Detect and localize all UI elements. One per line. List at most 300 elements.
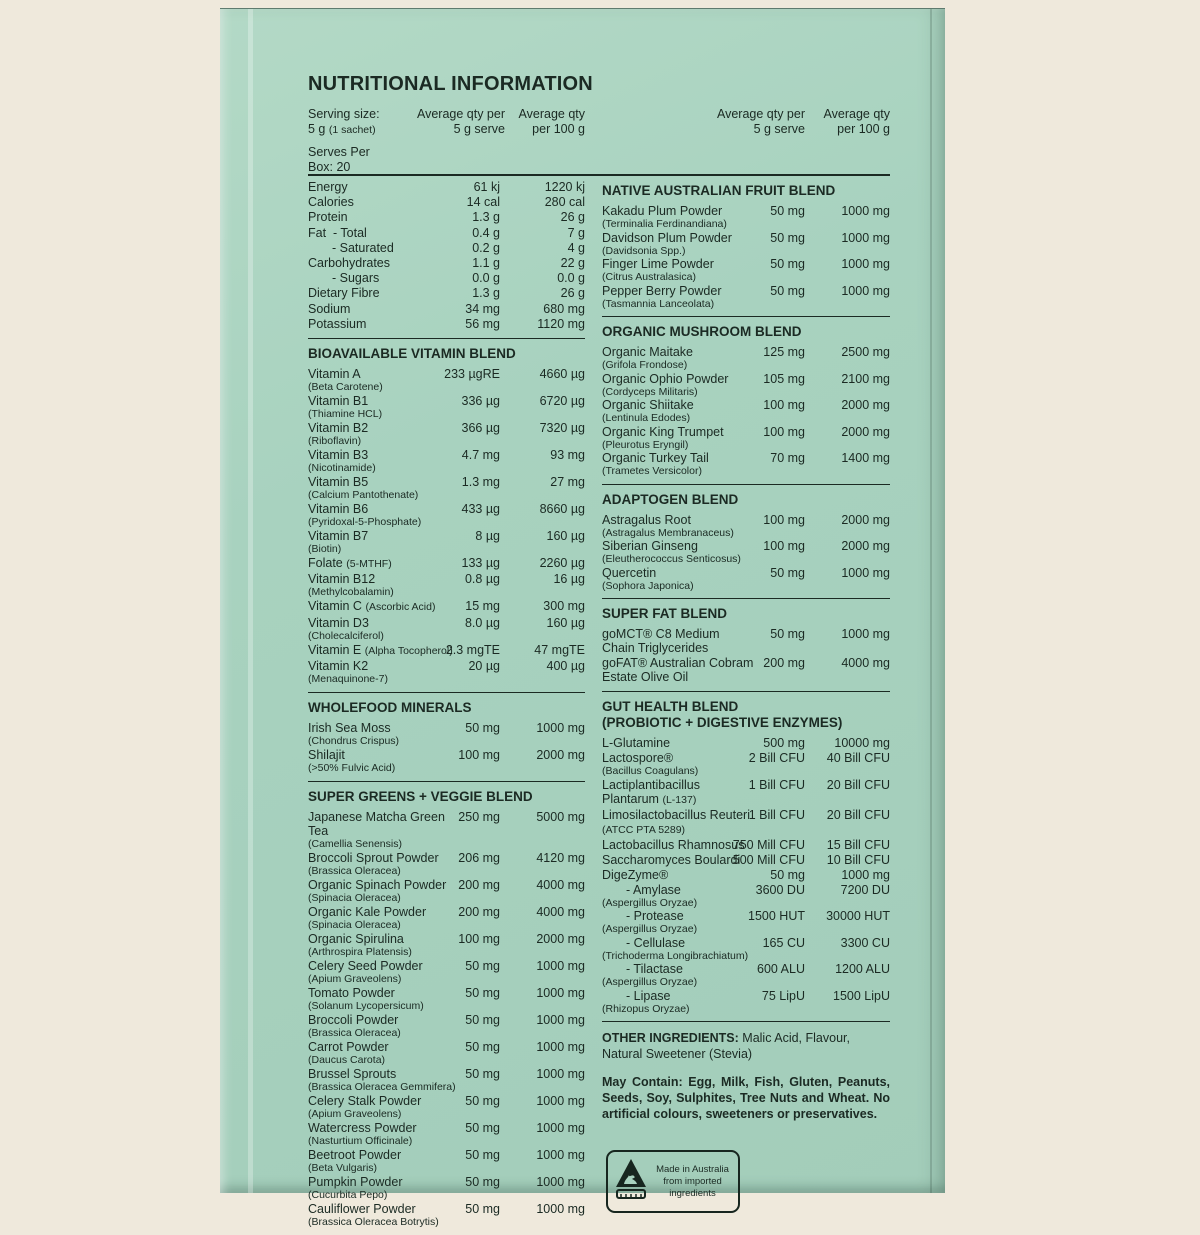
ingredient-row [602, 909, 890, 935]
ingredient-row [308, 529, 585, 555]
qty-per-100g: 1000 mg [536, 959, 585, 974]
qty-per-serve: 50 mg [770, 867, 805, 882]
qty-per-serve: 100 mg [458, 932, 500, 947]
botanical-name: (Cholecalciferol) [308, 629, 384, 642]
ingredient-label [308, 748, 466, 774]
qty-per-serve: 14 cal [466, 195, 500, 210]
qty-per-serve: 3600 DU [755, 882, 805, 897]
qty-per-serve: 50 mg [465, 1175, 500, 1190]
ingredient-row [602, 425, 890, 451]
qty-per-serve: 50 mg [770, 565, 805, 580]
column-header-line: Average qty per [716, 107, 805, 121]
ingredient-label [602, 284, 754, 310]
qty-per-serve: 0.8 µg [464, 572, 500, 587]
botanical-name: (Rhizopus Oryzae) [602, 1002, 690, 1015]
qty-per-100g: 400 µg [546, 659, 585, 674]
nutrition-panel [308, 73, 890, 1235]
qty-per-100g: 1220 kj [544, 180, 585, 194]
ingredient-row [308, 302, 585, 316]
ingredient-name: - Saturated [332, 240, 394, 255]
botanical-name: (Citrus Australasica) [602, 271, 696, 283]
section-heading-line: (PROBIOTIC + DIGESTIVE ENZYMES) [602, 715, 843, 730]
qty-per-serve: 200 mg [763, 656, 805, 670]
ingredient-label [308, 878, 466, 904]
ingredient-name: Vitamin A [308, 366, 361, 381]
ingredient-row [602, 566, 890, 592]
ingredient-row [308, 1067, 585, 1093]
ingredient-name: Astragalus Root [602, 512, 691, 527]
qty-per-100g: 1000 mg [841, 867, 890, 882]
botanical-name: (Spinacia Oleracea) [308, 919, 401, 932]
section-heading [602, 492, 890, 508]
qty-per-serve: 500 Mill CFU [732, 852, 805, 867]
botanical-name: (Cucurbita Pepo) [308, 1189, 388, 1202]
qty-per-100g: 8660 µg [539, 501, 585, 516]
ingredient-name: Watercress Powder [308, 1121, 417, 1136]
ingredient-row [602, 883, 890, 909]
qty-per-100g: 280 cal [544, 195, 585, 210]
section-heading-line: ORGANIC MUSHROOM BLEND [602, 324, 802, 339]
ingredient-row [602, 451, 890, 477]
ingredient-row [308, 851, 585, 877]
ingredient-label [308, 286, 466, 300]
badge-text [654, 1164, 731, 1200]
ingredient-label [308, 959, 466, 985]
ingredient-label [602, 838, 754, 852]
ingredient-row [602, 231, 890, 257]
qty-per-100g: 1000 mg [536, 1013, 585, 1028]
section-native-fruit [602, 176, 890, 316]
qty-per-serve: 50 mg [770, 257, 805, 271]
botanical-name: (Brassica Oleracea Gemmifera) [308, 1081, 456, 1094]
column-header-line: 5 g serve [453, 122, 505, 136]
qty-per-100g: 1000 mg [841, 257, 890, 271]
botanical-name: (Calcium Pantothenate) [308, 488, 419, 501]
section-gut-health-blend [602, 691, 890, 1021]
ingredient-name: goMCT® C8 Medium Chain Triglycerides [602, 627, 720, 655]
qty-per-serve: 0.2 g [472, 240, 500, 255]
ingredient-label [602, 883, 778, 909]
ingredient-row [308, 1121, 585, 1147]
qty-per-100g: 2000 mg [536, 932, 585, 947]
section-adaptogen-blend [602, 484, 890, 599]
badge-text-line: ingredients [669, 1187, 716, 1199]
section-mushroom-blend [602, 316, 890, 484]
qty-per-serve: 50 mg [465, 1094, 500, 1109]
ingredient-row [308, 210, 585, 224]
serves-per-box-line1: Serves Per [308, 145, 370, 159]
right-column [602, 176, 890, 1235]
ingredient-row [308, 643, 585, 658]
ingredient-label [308, 572, 466, 598]
qty-per-100g: 10000 mg [834, 736, 890, 750]
ingredient-row [308, 367, 585, 393]
qty-per-serve: 50 mg [465, 959, 500, 974]
ingredient-row [308, 180, 585, 194]
botanical-name-inline: (L-137) [662, 793, 697, 806]
ingredient-row [602, 627, 890, 655]
ingredient-name: Potassium [308, 316, 367, 331]
ingredient-row [308, 616, 585, 642]
qty-per-serve: 600 ALU [757, 962, 805, 976]
qty-per-100g: 4 g [567, 240, 585, 255]
qty-per-100g: 1000 mg [536, 1148, 585, 1163]
ingredient-label [602, 989, 778, 1015]
ingredient-label [602, 425, 754, 451]
qty-per-100g: 47 mgTE [534, 642, 585, 657]
ingredient-row [308, 659, 585, 685]
botanical-name: (Spinacia Oleracea) [308, 892, 401, 905]
ingredient-row [308, 241, 585, 255]
qty-per-serve: 50 mg [770, 204, 805, 218]
ingredient-label [308, 851, 466, 877]
ingredient-name: Organic Spinach Powder [308, 878, 447, 893]
ingredient-name: Vitamin E [308, 642, 362, 657]
ingredient-row [602, 257, 890, 283]
section-super-greens [308, 781, 585, 1235]
column-header-100g-left [519, 107, 585, 137]
ingredient-name: Vitamin B5 [308, 474, 369, 489]
section-heading-line: WHOLEFOOD MINERALS [308, 700, 472, 716]
ingredient-name: Vitamin D3 [308, 615, 369, 630]
botanical-name: (Brassica Oleracea) [308, 865, 401, 878]
botanical-name: (Methylcobalamin) [308, 586, 394, 599]
botanical-name: (Astragalus Membranaceus) [602, 526, 734, 539]
qty-per-serve: 100 mg [763, 398, 805, 412]
section-heading-line: NATIVE AUSTRALIAN FRUIT BLEND [602, 183, 836, 198]
qty-per-serve: 50 mg [465, 986, 500, 1001]
qty-per-100g: 40 Bill CFU [826, 751, 890, 765]
qty-per-serve: 0.4 g [472, 225, 500, 240]
qty-per-serve: 56 mg [465, 316, 500, 331]
qty-per-serve: 100 mg [763, 512, 805, 527]
qty-per-serve: 50 mg [465, 1013, 500, 1028]
qty-per-100g: 160 µg [546, 615, 585, 630]
botanical-name: (Trametes Versicolor) [602, 465, 702, 477]
ingredient-row [602, 372, 890, 398]
ingredient-name: Vitamin B3 [308, 447, 369, 462]
botanical-name: (Grifola Frondose) [602, 359, 688, 371]
ingredient-label [308, 932, 466, 958]
qty-per-serve: 50 mg [465, 1148, 500, 1163]
ingredient-row [308, 748, 585, 774]
ingredient-label [308, 556, 466, 571]
ingredient-name: Vitamin B6 [308, 501, 369, 516]
ingredient-name: Shilajit [308, 748, 345, 763]
ingredient-label [602, 345, 754, 371]
botanical-name-inline: (Alpha Tocopherol) [364, 644, 453, 657]
ingredient-label [602, 808, 754, 837]
qty-per-serve: 50 mg [465, 1040, 500, 1055]
botanical-name: (Beta Vulgaris) [308, 1162, 378, 1175]
ingredient-name: Organic Maitake [602, 345, 694, 359]
qty-per-serve: 0.0 g [472, 271, 500, 286]
qty-per-serve: 50 mg [770, 627, 805, 641]
qty-per-serve: 200 mg [458, 878, 500, 893]
qty-per-serve: 250 mg [458, 810, 500, 825]
qty-per-serve: 1 Bill CFU [748, 777, 805, 792]
ingredient-row [308, 1094, 585, 1120]
qty-per-serve: 105 mg [763, 371, 805, 386]
ingredient-name: Kakadu Plum Powder [602, 204, 723, 218]
qty-per-serve: 1.3 g [472, 210, 500, 225]
ingredient-row [308, 475, 585, 501]
qty-per-serve: 8 µg [475, 528, 500, 543]
ingredient-name: Organic Kale Powder [308, 905, 427, 920]
ingredient-label [602, 204, 754, 230]
ingredient-row [602, 936, 890, 962]
ingredient-name: - Amylase [626, 882, 681, 897]
ingredient-label [308, 195, 466, 209]
ingredient-row [602, 989, 890, 1015]
ingredient-name: Cauliflower Powder [308, 1202, 416, 1217]
ingredient-label [602, 372, 754, 398]
qty-per-serve: 1.3 g [472, 286, 500, 301]
botanical-name: (Sophora Japonica) [602, 579, 694, 592]
ingredient-name: Organic Turkey Tail [602, 451, 709, 465]
ingredient-row [602, 868, 890, 882]
botanical-name-inline: (5-MTHF) [346, 557, 392, 570]
qty-per-100g: 2000 mg [841, 424, 890, 439]
ingredient-name: Organic King Trumpet [602, 424, 724, 439]
ingredient-label [308, 1121, 466, 1147]
qty-per-100g: 7320 µg [539, 420, 585, 435]
ingredient-row [308, 810, 585, 850]
qty-per-serve: 1.3 mg [461, 474, 500, 489]
qty-per-100g: 2000 mg [841, 398, 890, 412]
ingredient-label [308, 1013, 466, 1039]
qty-per-100g: 1120 mg [537, 316, 585, 331]
ingredient-label [308, 1175, 466, 1201]
ingredient-row [308, 448, 585, 474]
ingredient-label [308, 448, 466, 474]
ingredient-label [602, 539, 754, 565]
qty-per-100g: 1000 mg [841, 565, 890, 580]
ingredient-row [602, 751, 890, 777]
ingredient-label [308, 226, 466, 240]
ingredient-label [602, 257, 754, 283]
may-contain-paragraph: May Contain: Egg, Milk, Fish, Gluten, Peanuts, Seeds, Soy, Sulphites, Tree Nuts and Wheat. No artificial colours, sweeteners or preservatives. [602, 1075, 890, 1121]
ingredient-name: Vitamin K2 [308, 659, 369, 674]
ingredient-row [308, 932, 585, 958]
ingredient-name: Carbohydrates [308, 255, 390, 270]
ingredient-name: Tomato Powder [308, 986, 395, 1001]
ingredient-label [602, 868, 754, 882]
qty-per-100g: 1000 mg [841, 204, 890, 218]
ingredient-name: Celery Stalk Powder [308, 1094, 422, 1109]
botanical-name: (Nicotinamide) [308, 461, 376, 474]
qty-per-serve: 100 mg [763, 539, 805, 553]
ingredient-label [602, 566, 754, 592]
qty-per-100g: 6720 µg [539, 393, 585, 408]
ingredient-name: Folate [308, 555, 343, 570]
ingredient-row [308, 421, 585, 447]
column-header-line: Average qty [823, 107, 890, 121]
ingredient-row [308, 959, 585, 985]
botanical-name: (Trichoderma Longibrachiatum) [602, 949, 749, 962]
ingredient-label [308, 256, 466, 270]
qty-per-100g: 30000 HUT [826, 909, 890, 923]
qty-per-serve: 336 µg [461, 393, 500, 408]
ingredient-row [602, 778, 890, 807]
ingredient-label [602, 736, 754, 750]
ingredient-name: Calories [308, 195, 354, 210]
column-header-100g-right [824, 107, 890, 137]
ingredient-row [602, 539, 890, 565]
qty-per-100g: 26 g [560, 210, 585, 225]
section-macros [308, 176, 585, 338]
qty-per-serve: 4.7 mg [461, 447, 500, 462]
ingredient-name: - Cellulase [626, 935, 686, 950]
ingredient-label [308, 241, 490, 255]
ingredient-name: Dietary Fibre [308, 286, 380, 301]
qty-per-100g: 5000 mg [536, 810, 585, 825]
qty-per-100g: 7200 DU [840, 882, 890, 897]
qty-per-100g: 1000 mg [536, 1121, 585, 1136]
botanical-name: (Aspergillus Oryzae) [602, 896, 698, 909]
ingredient-label [308, 317, 466, 331]
ingredient-row [602, 398, 890, 424]
qty-per-serve: 20 µg [468, 659, 500, 674]
section-wholefood-minerals [308, 692, 585, 781]
botanical-name: (>50% Fulvic Acid) [308, 762, 396, 775]
qty-per-serve: 165 CU [762, 935, 805, 950]
ingredient-name: Fat - Total [308, 225, 367, 240]
ingredient-label [308, 394, 466, 420]
qty-per-100g: 1000 mg [841, 230, 890, 245]
ingredient-label [602, 853, 754, 867]
ingredient-label [602, 231, 754, 257]
ingredient-label [308, 1067, 466, 1093]
qty-per-100g: 1000 mg [536, 986, 585, 1001]
section-heading-line: GUT HEALTH BLEND [602, 699, 739, 714]
qty-per-serve: 1 Bill CFU [748, 807, 805, 822]
ingredient-row [602, 736, 890, 750]
botanical-name: (Nasturtium Officinale) [308, 1135, 413, 1148]
qty-per-serve: 2.3 mgTE [445, 642, 500, 657]
made-in-australia-badge [606, 1150, 740, 1213]
qty-per-100g: 3300 CU [840, 935, 890, 950]
ingredient-name: Quercetin [602, 565, 657, 580]
botanical-name: (Aspergillus Oryzae) [602, 976, 698, 988]
ingredient-label [308, 616, 466, 642]
qty-per-serve: 1500 HUT [748, 909, 805, 923]
botanical-name: (Beta Carotene) [308, 380, 383, 393]
botanical-name: (Riboflavin) [308, 434, 362, 447]
ingredient-label [308, 810, 466, 850]
qty-per-100g: 2100 mg [841, 371, 890, 386]
botanical-name-inline: (ATCC PTA 5289) [602, 823, 686, 836]
botanical-name-inline: (Ascorbic Acid) [365, 601, 436, 614]
ingredient-name: Siberian Ginseng [602, 539, 698, 553]
ingredient-name: Vitamin B12 [308, 572, 376, 587]
ingredient-row [308, 271, 585, 285]
ingredient-row [602, 962, 890, 988]
ingredient-label [602, 513, 754, 539]
botanical-name: (Daucus Carota) [308, 1054, 386, 1067]
ingredient-row [308, 1040, 585, 1066]
qty-per-100g: 1000 mg [536, 1040, 585, 1055]
qty-per-100g: 4120 mg [536, 851, 585, 866]
ingredient-label [602, 778, 754, 807]
column-header-serve-right [717, 107, 805, 137]
botanical-name: (Chondrus Crispus) [308, 735, 400, 748]
qty-per-serve: 50 mg [465, 1202, 500, 1217]
ingredient-name: Beetroot Powder [308, 1148, 402, 1163]
ingredient-name: Vitamin C [308, 599, 362, 614]
ingredient-name: - Tilactase [626, 962, 683, 976]
ingredient-row [602, 808, 890, 837]
ingredient-name: Broccoli Powder [308, 1013, 399, 1028]
ingredient-name: Celery Seed Powder [308, 959, 423, 974]
badge-text-line: Made in Australia [656, 1163, 729, 1175]
other-ingredients-label: OTHER INGREDIENTS: [602, 1031, 739, 1045]
serving-size-amount: 5 g [308, 122, 326, 136]
ingredient-name: Energy [308, 180, 348, 194]
ingredient-row [308, 905, 585, 931]
qty-per-serve: 75 LipU [761, 988, 805, 1003]
section-heading [602, 699, 890, 731]
qty-per-serve: 15 mg [465, 599, 500, 614]
ingredient-name: Vitamin B2 [308, 420, 369, 435]
qty-per-serve: 233 µgRE [444, 366, 500, 381]
column-header-serve-left [417, 107, 505, 137]
qty-per-serve: 366 µg [461, 420, 500, 435]
qty-per-serve: 8.0 µg [464, 615, 500, 630]
ingredient-name: - Sugars [332, 271, 380, 286]
section-heading-line: SUPER GREENS + VEGGIE BLEND [308, 789, 533, 805]
qty-per-serve: 50 mg [465, 1121, 500, 1136]
section-heading-line: BIOAVAILABLE VITAMIN BLEND [308, 345, 516, 361]
qty-per-serve: 50 mg [465, 721, 500, 736]
qty-per-100g: 1000 mg [536, 1094, 585, 1109]
section-heading [602, 606, 890, 622]
ingredient-label [308, 421, 466, 447]
qty-per-100g: 1000 mg [536, 1175, 585, 1190]
qty-per-serve: 206 mg [458, 851, 500, 866]
qty-per-100g: 16 µg [553, 572, 585, 587]
section-heading [602, 324, 890, 340]
ingredient-name: Finger Lime Powder [602, 257, 714, 271]
ingredient-label [308, 1094, 466, 1120]
ingredient-label [308, 302, 466, 316]
ingredient-label [308, 1148, 466, 1174]
qty-per-100g: 1000 mg [536, 721, 585, 736]
qty-per-serve: 433 µg [461, 501, 500, 516]
qty-per-serve: 2 Bill CFU [748, 751, 805, 765]
column-header-line: 5 g serve [753, 122, 805, 136]
botanical-name: (Cordyceps Militaris) [602, 385, 698, 398]
section-heading-line: ADAPTOGEN BLEND [602, 491, 739, 507]
qty-per-serve: 500 mg [763, 736, 805, 750]
ingredient-row [308, 1202, 585, 1228]
ingredient-label [602, 751, 754, 777]
section-heading [308, 346, 585, 362]
qty-per-100g: 4660 µg [539, 366, 585, 381]
botanical-name: (Terminalia Ferdinandiana) [602, 218, 727, 230]
column-header-line: per 100 g [837, 122, 890, 136]
ingredient-name: Davidson Plum Powder [602, 230, 732, 245]
ingredient-name: DigeZyme® [602, 867, 669, 882]
botanical-name: (Davidsonia Spp.) [602, 244, 686, 257]
panel-header [308, 107, 890, 174]
ingredient-name: Lactospore® [602, 751, 674, 765]
ingredient-row [308, 502, 585, 528]
serving-size-note: (1 sachet) [328, 124, 376, 136]
ingredient-row [308, 317, 585, 331]
ingredient-name: Lactiplantibacillus Plantarum [602, 777, 700, 806]
ingredient-label [308, 367, 466, 393]
